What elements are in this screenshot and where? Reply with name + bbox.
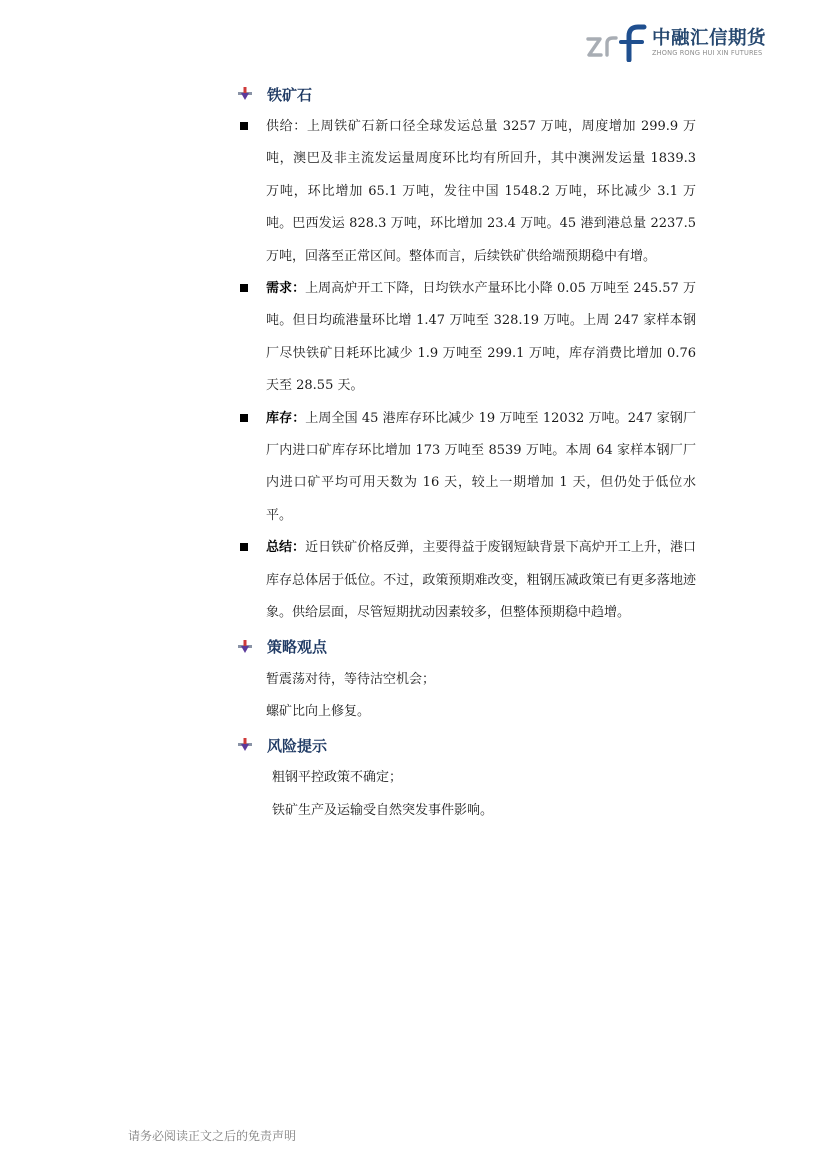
- risk-line: 铁矿生产及运输受自然突发事件影响。: [272, 802, 494, 818]
- paragraph-supply: [266, 111, 696, 273]
- square-bullet-icon: [240, 543, 248, 551]
- bullet-text: 近日铁矿价格反弹，主要得益于废钢短缺背景下高炉开工上升，港口库存总体居于低位。不过，政策预期难改变，粗钢压减政策已有更多落地迹象。供给层面，尽管短期扰动因素较多，但整体预期稳中趋增。: [266, 540, 696, 621]
- paragraph-inventory: [266, 403, 696, 533]
- bullet-demand: [236, 273, 696, 403]
- section-header-strategy: [236, 630, 696, 664]
- square-bullet-icon: [240, 122, 248, 130]
- zrf-logo-mark: [586, 24, 648, 62]
- bullet-label: 库存：: [266, 410, 306, 426]
- down-arrow-bullet-icon: [238, 87, 252, 101]
- down-arrow-bullet-icon: [238, 640, 252, 654]
- section-header-iron-ore: [236, 77, 696, 111]
- risk-line: 粗钢平控政策不确定；: [272, 770, 403, 786]
- bullet-text: 上周高炉开工下降，日均铁水产量环比小降 0.05 万吨至 245.57 万吨。但日均疏港量环比增 1.47 万吨至 328.19 万吨。上周 247 家样本钢厂尽快铁矿日耗环比减少 1.9 万吨至 299.1 万吨，库存消费比增加 0.76 天至 28.55 天。: [266, 281, 696, 394]
- bullet-text: 上周全国 45 港库存环比减少 19 万吨至 12032 万吨。247 家钢厂厂内进口矿库存环比增加 173 万吨至 8539 万吨。本周 64 家样本钢厂厂内进口矿平均可用天数为 16 天，较上一期增加 1 天，但仍处于低位水平。: [266, 410, 696, 523]
- section-header-risk: [236, 728, 696, 762]
- strategy-line: 螺矿比向上修复。: [266, 703, 371, 719]
- square-bullet-icon: [240, 284, 248, 292]
- company-logo: [586, 20, 776, 64]
- bullet-inventory: [236, 403, 696, 533]
- bullet-label: 需求：: [266, 281, 306, 297]
- strategy-line: 暂震荡对待，等待沽空机会；: [266, 671, 436, 687]
- report-body: [236, 77, 696, 827]
- logo-chinese-name: 中融汇信期货: [652, 28, 767, 49]
- square-bullet-icon: [240, 414, 248, 422]
- bullet-text: 供给：上周铁矿石新口径全球发运总量 3257 万吨，周度增加 299.9 万吨，澳巴及非主流发运量周度环比均有所回升，其中澳洲发运量 1839.3 万吨，环比增加 65.1 万吨，发往中国 1548.2 万吨，环比减少 3.1 万吨。巴西发运 828.3 万吨，环比增加 23.4 万吨。45 港到港总量 2237.5 万吨，回落至正常区间。整体而言，后续铁矿供给端预期稳中有增。: [266, 119, 696, 264]
- bullet-label: 总结：: [266, 540, 306, 556]
- section-title: 风险提示: [267, 736, 328, 755]
- bullet-summary: [236, 532, 696, 629]
- logo-english-name: ZHONG RONG HUI XIN FUTURES: [652, 49, 763, 57]
- paragraph-summary: [266, 532, 696, 629]
- down-arrow-bullet-icon: [238, 738, 252, 752]
- bullet-supply: [236, 111, 696, 273]
- disclaimer-footer: 请务必阅读正文之后的免责声明: [128, 1129, 297, 1143]
- section-title: 策略观点: [267, 638, 328, 656]
- section-title: 铁矿石: [267, 85, 313, 104]
- paragraph-demand: [266, 273, 696, 403]
